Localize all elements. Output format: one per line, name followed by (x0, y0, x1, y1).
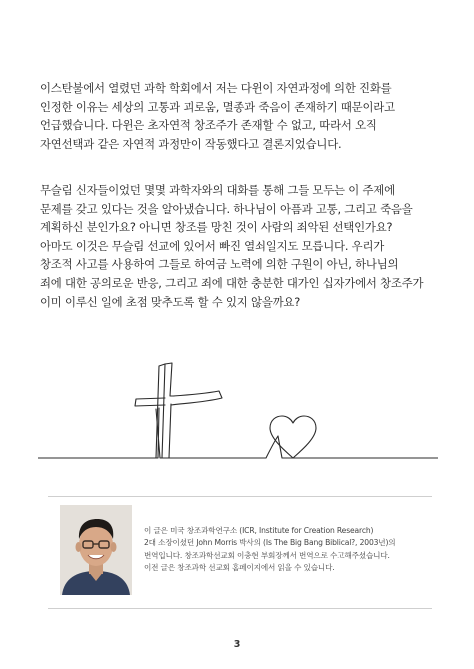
text-line: 죄에 대한 공의로운 반응, 그리고 죄에 대한 충분한 대가인 십자가에서 창조주가 (40, 275, 424, 290)
author-note-line: 번역입니다. 창조과학선교회 이충현 부회장께서 번역으로 수고해주셨습니다. (144, 550, 390, 560)
author-note-line: 이전 글은 창조과학 선교회 홈페이지에서 읽을 수 있습니다. (144, 563, 335, 573)
author-note (144, 525, 444, 575)
author-note-line: 이 글은 미국 창조과학연구소 (ICR, Institute for Creation Research) (144, 526, 374, 535)
text-line: 이미 이루신 일에 초점 맞추도록 할 수 있지 않을까요? (40, 294, 301, 309)
text-line: 이스탄불에서 열렸던 과학 학회에서 저는 다윈이 자연과정에 의한 진화를 (40, 81, 392, 95)
text-line: 언급했습니다. 다윈은 초자연적 창조주가 존재할 수 없고, 따라서 오직 (40, 118, 377, 133)
section-divider (48, 608, 432, 609)
section-divider (48, 496, 432, 497)
text-line: 계획하신 분인가요? 아니면 창조를 망친 것이 사람의 죄악된 선택인가요? (40, 220, 393, 235)
body-paragraph-2 (40, 181, 440, 311)
text-line: 문제를 갖고 있다는 것을 알아냈습니다. 하나님이 아픔과 고통, 그리고 죽음을 (40, 201, 413, 216)
text-line: 자연선택과 같은 자연적 과정만이 작동했다고 결론지었습니다. (40, 136, 342, 151)
body-paragraph-1 (40, 79, 440, 153)
cross-heart-line-illustration (38, 362, 438, 472)
page-number: 3 (233, 639, 241, 650)
text-line: 아마도 이것은 무슬림 선교에 있어서 빠진 열쇠일지도 모릅니다. 우리가 (40, 238, 385, 253)
author-photo (60, 505, 132, 595)
ground-line (38, 408, 438, 458)
author-note-line: 2대 소장이셨던 John Morris 박사의 (Is The Big Bang Biblical?, 2003년)의 (144, 538, 396, 548)
cross-icon (135, 363, 222, 458)
text-line: 인정한 이유는 세상의 고통과 괴로움, 멸종과 죽음이 존재하기 때문이라고 (40, 99, 395, 114)
text-line: 무슬림 신자들이었던 몇몇 과학자와의 대화를 통해 그들 모두는 이 주제에 (40, 183, 395, 197)
text-line: 창조적 사고를 사용하여 그들로 하여금 노력에 의한 구원이 아닌, 하나님의 (40, 257, 399, 272)
avatar (60, 505, 132, 595)
